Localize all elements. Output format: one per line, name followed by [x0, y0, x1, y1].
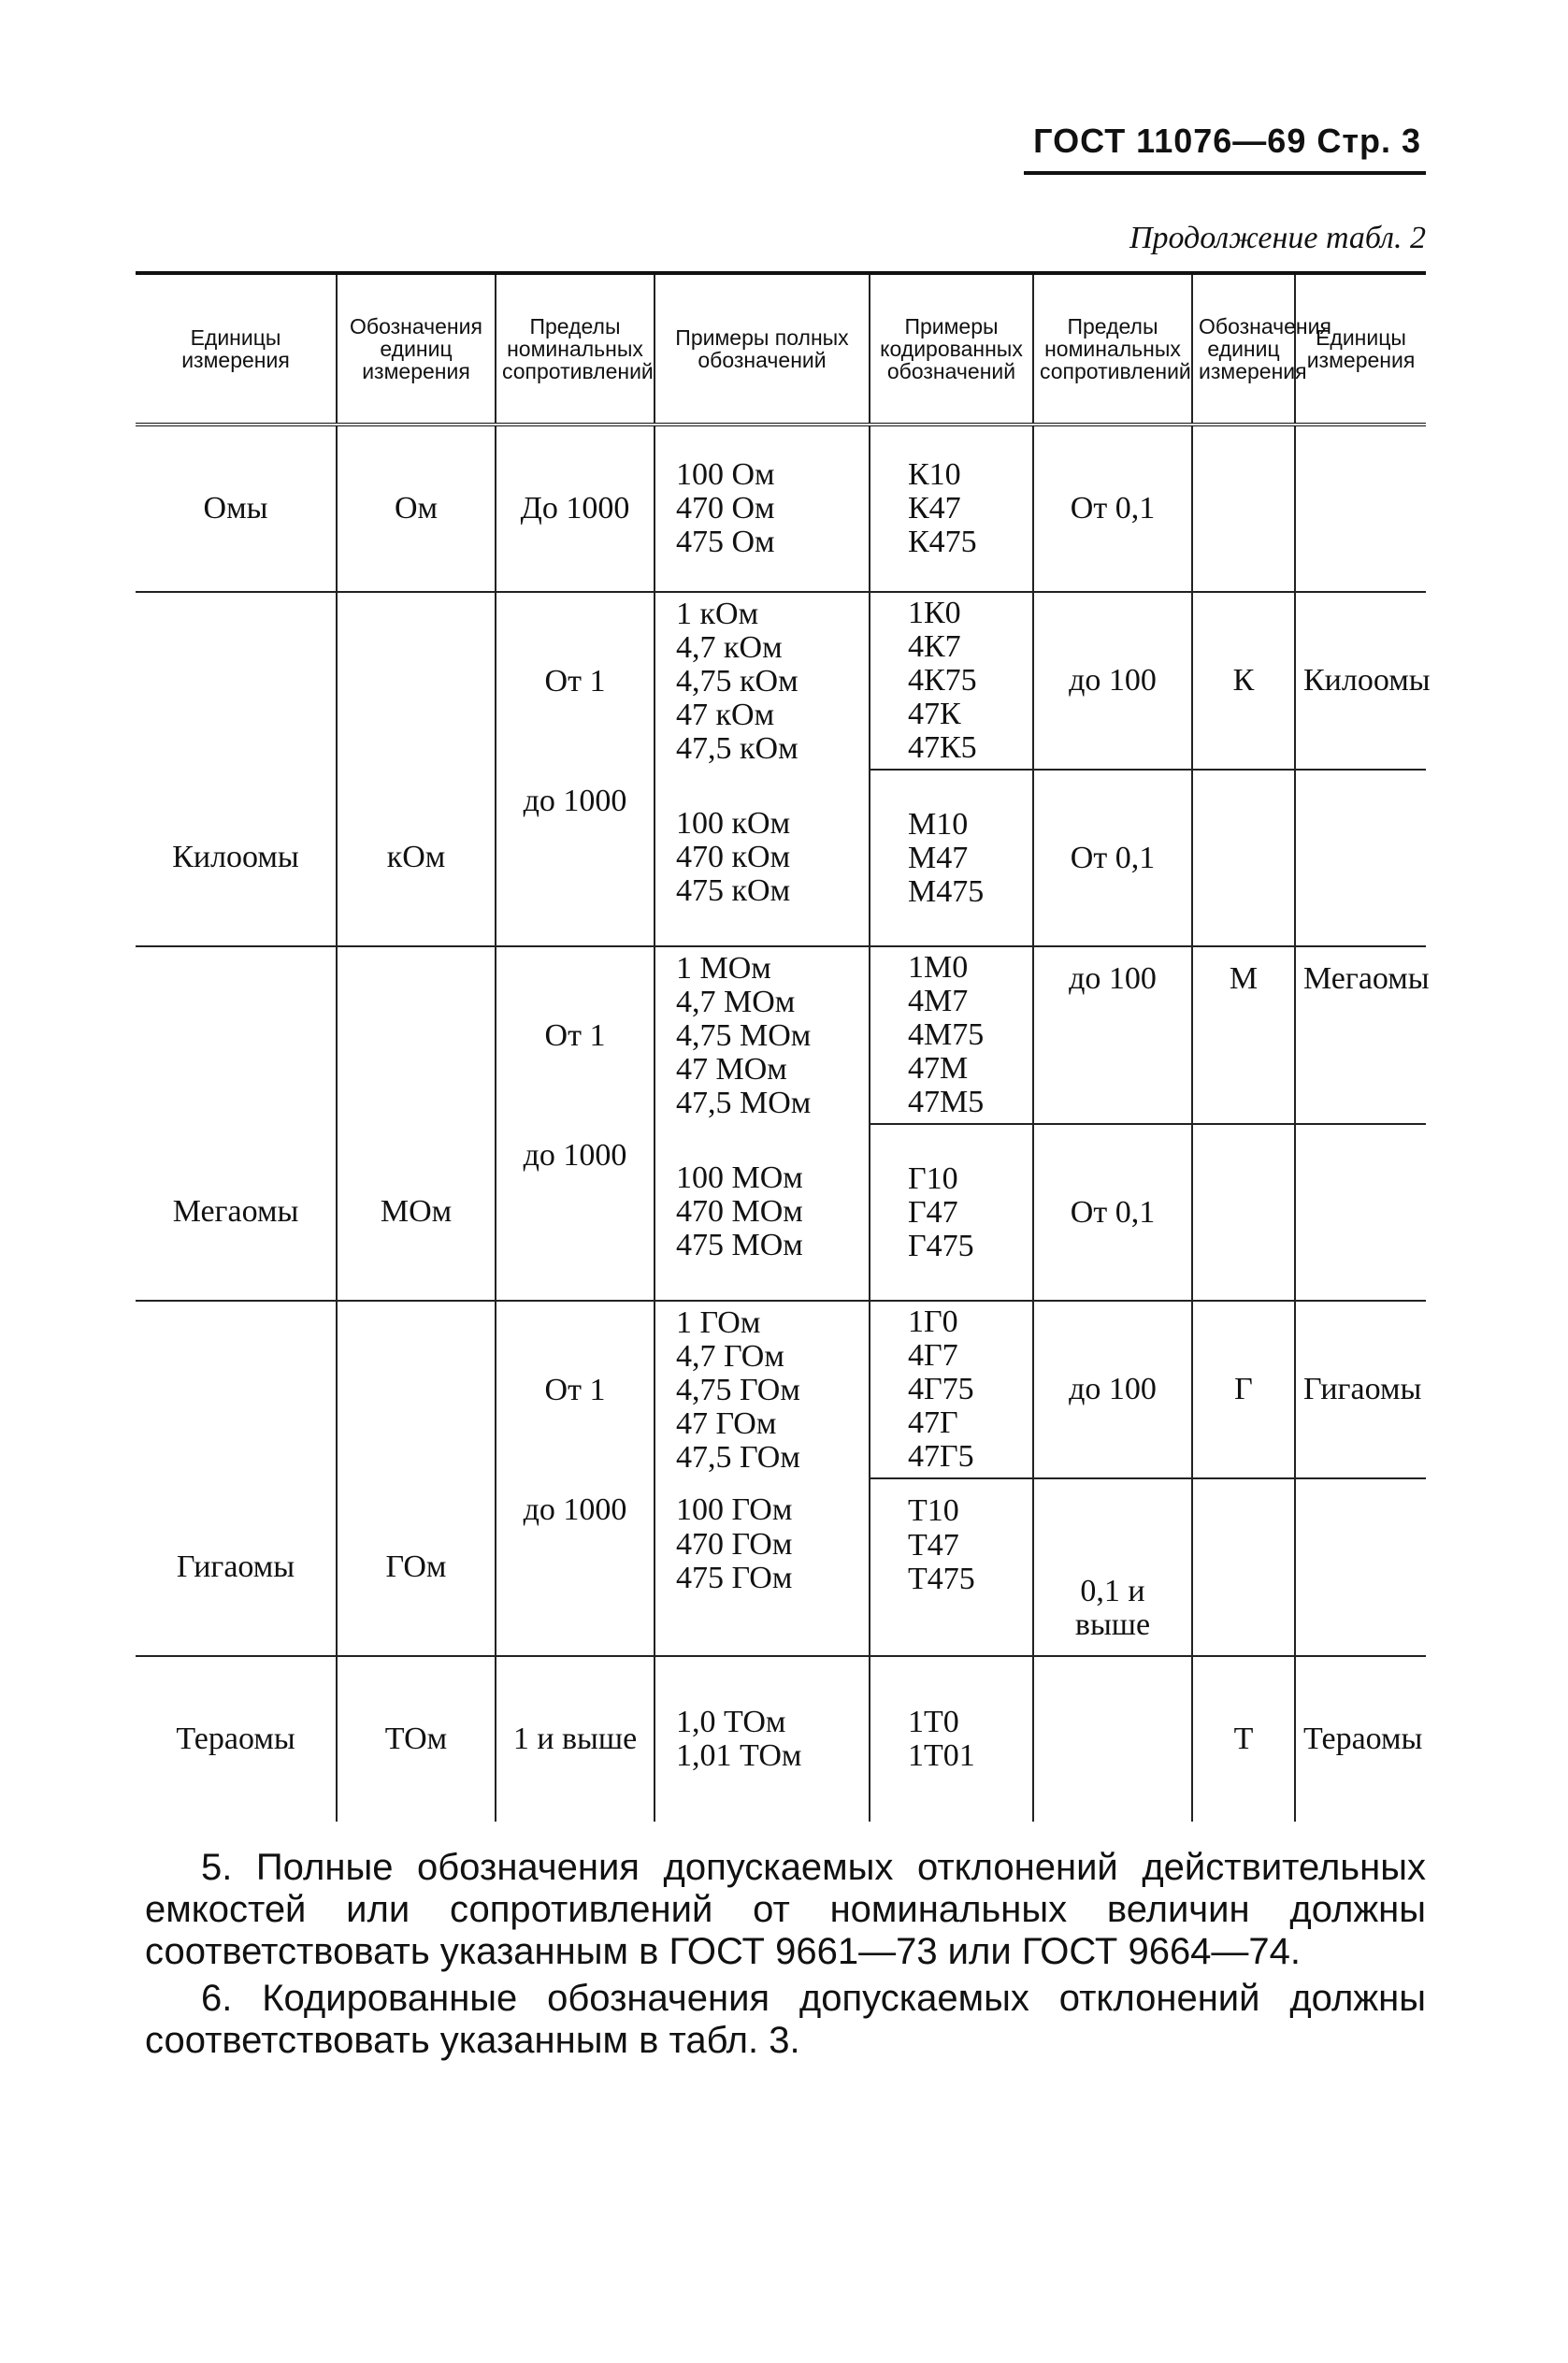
cell-coded-unit-symbol [1192, 425, 1295, 592]
cell-coded-examples: 1Т0 1Т01 [870, 1656, 1033, 1822]
cell-full-examples: 1 ГОм 4,7 ГОм 4,75 ГОм 47 ГОм 47,5 ГОм [655, 1301, 870, 1478]
cell-full-examples: 100 МОм 470 МОм 475 МОм [655, 1124, 870, 1301]
cell-coded-examples: Т10 Т47 Т475 [870, 1478, 1033, 1656]
col-header-nominal-limits: Пределы номинальных сопротивлений [496, 273, 655, 425]
table-row [136, 770, 1426, 946]
page-header: ГОСТ 11076—69 Стр. 3 [1033, 122, 1421, 160]
cell-coded-unit-symbol: М [1192, 946, 1295, 1124]
cell-coded-examples: Г10 Г47 Г475 [870, 1124, 1033, 1301]
cell-coded-unit: Мегаомы [1295, 946, 1426, 1124]
paragraph-5: 5. Полные обозначения допускаемых отклонений действительных емкостей или сопротивлений от номинальных величин должны соответствовать указанным в ГОСТ 9661—73 или ГОСТ 9664—74. [145, 1847, 1426, 1972]
cell-nominal-limit: до 1000 [496, 770, 655, 946]
cell-coded-limit: до 100 [1033, 1301, 1192, 1478]
cell-coded-unit [1295, 1478, 1426, 1656]
cell-nominal-limit: От 1 [496, 946, 655, 1124]
cell-unit: Тераомы [136, 1656, 337, 1822]
cell-coded-unit [1295, 1124, 1426, 1301]
cell-unit-symbol: ГОм [337, 1478, 496, 1656]
col-header-coded-examples: Примеры кодированных обозначений [870, 273, 1033, 425]
cell-coded-unit [1295, 770, 1426, 946]
table-row [136, 425, 1426, 592]
cell-coded-examples: 1Г0 4Г7 4Г75 47Г 47Г5 [870, 1301, 1033, 1478]
cell-full-examples: 1,0 ТОм 1,01 ТОм [655, 1656, 870, 1822]
cell-unit-symbol [337, 946, 496, 1124]
cell-nominal-limit: 1 и выше [496, 1656, 655, 1822]
cell-unit: Килоомы [136, 770, 337, 946]
cell-coded-examples: 1К0 4К7 4К75 47К 47К5 [870, 592, 1033, 770]
paragraph-6: 6. Кодированные обозначения допускаемых отклонений должны соответствовать указанным в табл. 3. [145, 1978, 1426, 2062]
cell-coded-unit [1295, 425, 1426, 592]
cell-coded-limit: От 0,1 [1033, 425, 1192, 592]
cell-coded-unit-symbol: Г [1192, 1301, 1295, 1478]
cell-coded-limit: 0,1 и выше [1033, 1478, 1192, 1656]
cell-unit-symbol: МОм [337, 1124, 496, 1301]
cell-coded-unit-symbol: К [1192, 592, 1295, 770]
table-row [136, 592, 1426, 770]
cell-full-examples: 100 кОм 470 кОм 475 кОм [655, 770, 870, 946]
cell-coded-unit-symbol [1192, 1478, 1295, 1656]
cell-unit: Мегаомы [136, 1124, 337, 1301]
cell-nominal-limit: От 1 [496, 592, 655, 770]
cell-coded-examples: 1М0 4М7 4М75 47М 47М5 [870, 946, 1033, 1124]
table-caption: Продолжение табл. 2 [1129, 221, 1426, 255]
body-text [145, 1847, 1426, 2068]
cell-coded-unit-symbol [1192, 770, 1295, 946]
cell-unit-symbol: кОм [337, 770, 496, 946]
cell-unit: Гигаомы [136, 1478, 337, 1656]
col-header-unit-symbols-coded: Обозначения единиц измерения [1192, 273, 1295, 425]
cell-coded-unit-symbol: Т [1192, 1656, 1295, 1822]
cell-full-examples: 1 кОм 4,7 кОм 4,75 кОм 47 кОм 47,5 кОм [655, 592, 870, 770]
cell-full-examples: 1 МОм 4,7 МОм 4,75 МОм 47 МОм 47,5 МОм [655, 946, 870, 1124]
table-row [136, 1301, 1426, 1478]
cell-coded-examples: К10 К47 К475 [870, 425, 1033, 592]
cell-coded-unit: Тераомы [1295, 1656, 1426, 1822]
cell-full-examples: 100 ГОм 470 ГОм 475 ГОм [655, 1478, 870, 1656]
cell-coded-limit: От 0,1 [1033, 770, 1192, 946]
cell-unit-symbol [337, 592, 496, 770]
col-header-full-examples: Примеры полных обозначений [655, 273, 870, 425]
cell-coded-limit [1033, 1656, 1192, 1822]
table-row [136, 1124, 1426, 1301]
cell-coded-examples: М10 М47 М475 [870, 770, 1033, 946]
cell-unit [136, 1301, 337, 1478]
cell-coded-unit: Гигаомы [1295, 1301, 1426, 1478]
cell-coded-limit: От 0,1 [1033, 1124, 1192, 1301]
cell-coded-unit: Килоомы [1295, 592, 1426, 770]
table-row [136, 1656, 1426, 1822]
col-header-units: Единицы измерения [136, 273, 337, 425]
cell-nominal-limit: до 1000 [496, 1478, 655, 1656]
cell-unit-symbol: ТОм [337, 1656, 496, 1822]
cell-unit [136, 592, 337, 770]
cell-unit: Омы [136, 425, 337, 592]
table-row [136, 946, 1426, 1124]
table-row [136, 1478, 1426, 1656]
resistance-table [136, 271, 1431, 1822]
col-header-nominal-limits-coded: Пределы номинальных сопротивлений [1033, 273, 1192, 425]
col-header-unit-symbols: Обозначения единиц измерения [337, 273, 496, 425]
header-rule [1024, 171, 1426, 175]
cell-unit-symbol [337, 1301, 496, 1478]
cell-coded-limit: до 100 [1033, 592, 1192, 770]
cell-coded-limit: до 100 [1033, 946, 1192, 1124]
table-header-row [136, 273, 1426, 425]
cell-nominal-limit: От 1 [496, 1301, 655, 1478]
cell-nominal-limit: До 1000 [496, 425, 655, 592]
cell-nominal-limit: до 1000 [496, 1124, 655, 1301]
cell-full-examples: 100 Ом 470 Ом 475 Ом [655, 425, 870, 592]
cell-coded-unit-symbol [1192, 1124, 1295, 1301]
cell-unit [136, 946, 337, 1124]
col-header-units-coded: Единицы измерения [1295, 273, 1426, 425]
cell-unit-symbol: Ом [337, 425, 496, 592]
